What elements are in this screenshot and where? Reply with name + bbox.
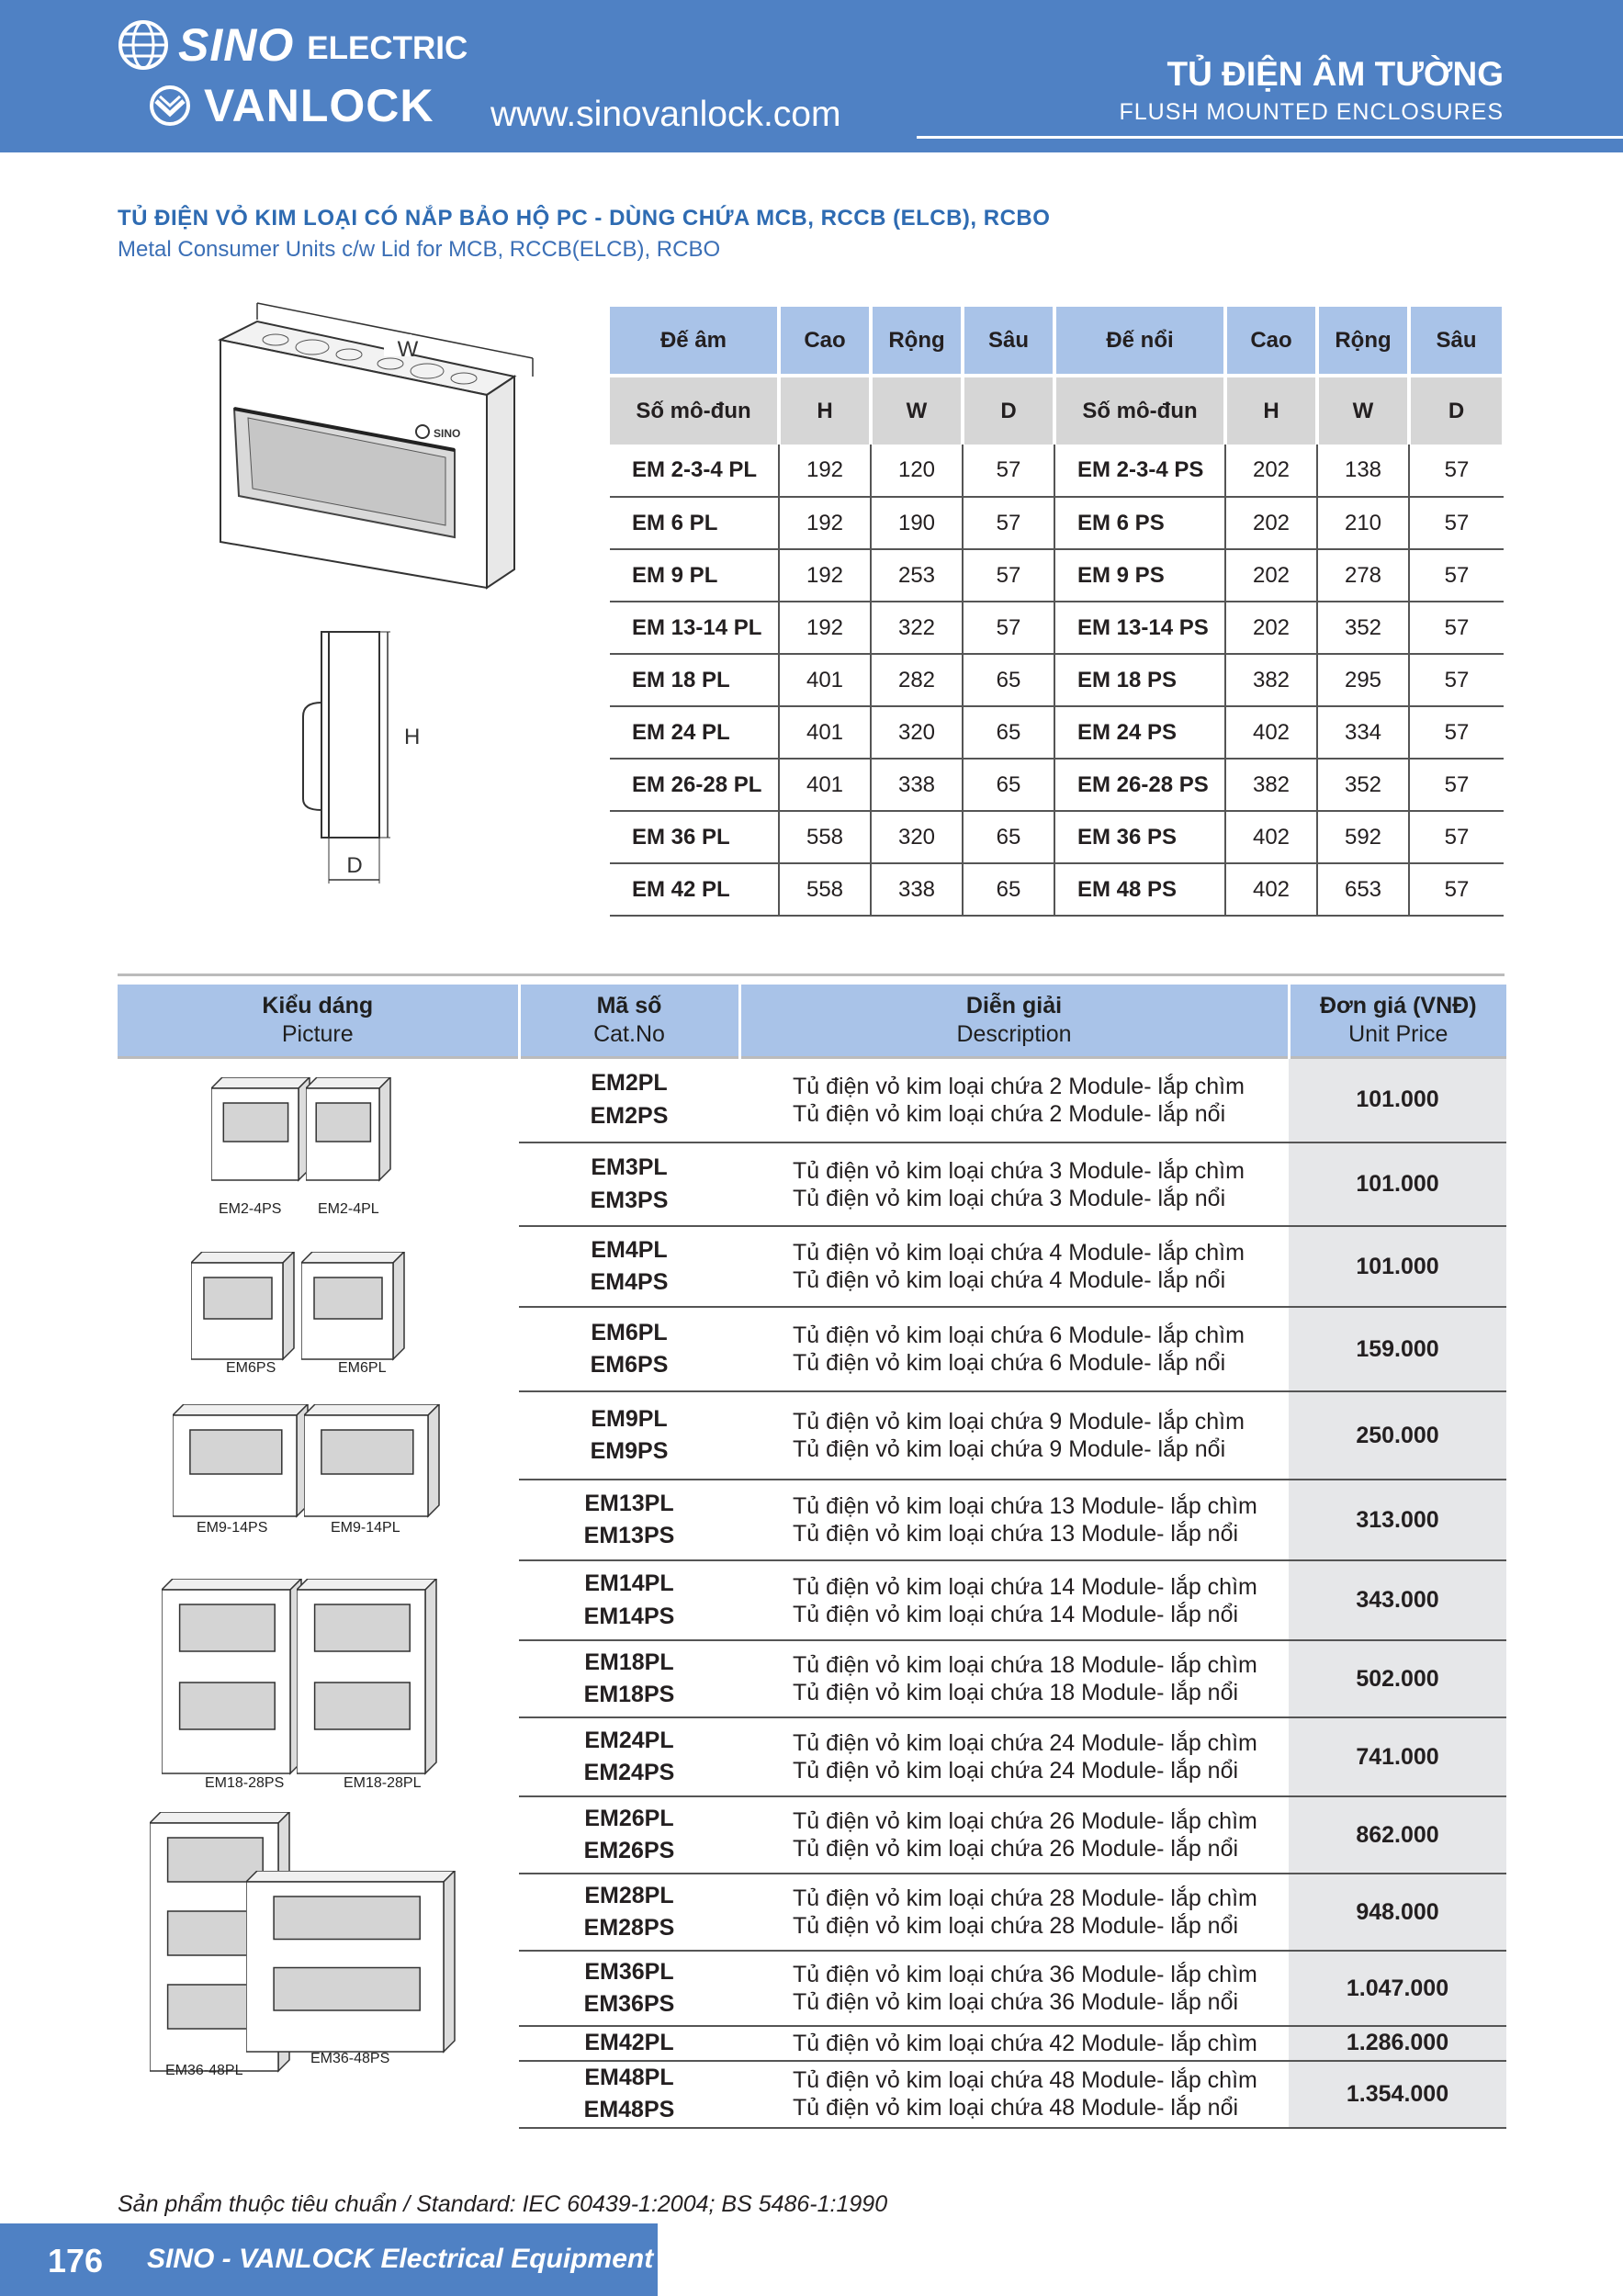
catno-value: EM18PS [583,1682,675,1707]
unit-price-cell: 101.000 [1289,1142,1506,1226]
description-line: Tủ điện vỏ kim loại chứa 36 Module- lắp nổi [793,1989,1239,2015]
description-cell [739,1951,1289,2026]
dimension-cell: 320 [871,811,963,863]
diagram-logo: SINO [434,427,461,440]
catno-cell [519,1307,739,1391]
dimension-cell: 57 [1409,549,1504,602]
dims-row [610,759,1504,811]
dims-header-cell: Sâu [963,307,1054,376]
dims-subheader-cell: Số mô-đun [1054,376,1225,445]
model-cell: EM 13-14 PL [610,602,779,654]
dimension-cell: 402 [1225,863,1317,916]
catno-cell [519,1480,739,1560]
description-cell [739,1142,1289,1226]
dimension-cell: 352 [1317,759,1409,811]
description-line: Tủ điện vỏ kim loại chứa 4 Module- lắp nổi [793,1267,1226,1293]
dims-row [610,863,1504,916]
section-title: TỦ ĐIỆN VỎ KIM LOẠI CÓ NẮP BẢO HỘ PC - DÙNG CHỨA MCB, RCCB (ELCB), RCBO [118,206,1051,231]
description-line: Tủ điện vỏ kim loại chứa 42 Module- lắp chìm [793,2030,1257,2056]
dimension-cell: 295 [1317,654,1409,706]
dimension-cell: 352 [1317,602,1409,654]
description-line: Tủ điện vỏ kim loại chứa 3 Module- lắp chìm [793,1157,1245,1184]
unit-price-cell: 250.000 [1289,1391,1506,1480]
dimension-cell: 65 [963,811,1054,863]
price-column-header: Đơn giá (VNĐ) Unit Price [1289,985,1506,1057]
description-line: Tủ điện vỏ kim loại chứa 13 Module- lắp chìm [793,1493,1257,1519]
model-cell: EM 2-3-4 PL [610,445,779,497]
dimension-cell: 57 [1409,706,1504,759]
globe-icon [118,19,169,71]
dimension-diagram [184,285,597,891]
catno-value: EM26PS [583,1838,675,1863]
price-table-top-rule [118,974,1505,976]
catno-value: EM2PL [591,1070,668,1097]
dimension-cell: 57 [1409,811,1504,863]
description-cell [739,1226,1289,1307]
price-table [118,985,1506,2129]
dims-subheader-cell: W [1317,376,1409,445]
product-pictures [118,1057,519,2128]
dimension-cell: 57 [1409,445,1504,497]
dimension-cell: 382 [1225,654,1317,706]
unit-price-cell: 101.000 [1289,1057,1506,1142]
brand-vanlock: VANLOCK [204,80,434,131]
model-cell: EM 36 PS [1054,811,1225,863]
description-line: Tủ điện vỏ kim loại chứa 2 Module- lắp chìm [793,1073,1245,1099]
catno-value: EM36PL [584,1958,674,1985]
description-line: Tủ điện vỏ kim loại chứa 18 Module- lắp chìm [793,1652,1257,1678]
description-line: Tủ điện vỏ kim loại chứa 36 Module- lắp chìm [793,1962,1257,1987]
dimension-cell: 402 [1225,811,1317,863]
catno-cell [519,1142,739,1226]
catno-value: EM14PL [584,1570,674,1596]
description-cell [739,1796,1289,1874]
picture-caption: EM2-4PL [318,1200,379,1217]
picture-caption: EM36-48PL [165,2062,243,2078]
page-subtitle: FLUSH MOUNTED ENCLOSURES [1119,99,1504,125]
dims-row [610,654,1504,706]
width-label: W [397,337,419,362]
dimension-cell: 202 [1225,497,1317,549]
model-cell: EM 13-14 PS [1054,602,1225,654]
catno-value: EM42PL [584,2030,674,2055]
page-title: TỦ ĐIỆN ÂM TƯỜNG [1167,55,1504,93]
dims-row [610,445,1504,497]
dimension-cell: 202 [1225,549,1317,602]
catno-cell [519,1874,739,1951]
picture-column-header: Kiểu dáng Picture [118,985,519,1057]
catno-cell [519,1951,739,2026]
unit-price-cell: 101.000 [1289,1226,1506,1307]
dimension-cell: 192 [779,497,871,549]
enclosure-product-icon [246,1871,458,2055]
dims-subheader-cell: H [779,376,871,445]
dimension-cell: 57 [963,497,1054,549]
description-line: Tủ điện vỏ kim loại chứa 28 Module- lắp chìm [793,1885,1257,1911]
catno-value: EM18PL [584,1649,674,1675]
model-cell: EM 24 PS [1054,706,1225,759]
catno-value: EM28PL [584,1882,674,1908]
vanlock-emblem-icon [149,84,191,127]
catno-value: EM48PL [584,2064,674,2090]
dims-header-cell: Rộng [871,307,963,376]
footer-bar [0,2223,658,2296]
dims-subheader-cell: W [871,376,963,445]
dimension-cell: 338 [871,863,963,916]
section-subtitle: Metal Consumer Units c/w Lid for MCB, RCCB(ELCB), RCBO [118,237,721,262]
dims-subheader-row [610,376,1504,445]
dimension-cell: 320 [871,706,963,759]
dims-row [610,706,1504,759]
dimension-cell: 192 [779,445,871,497]
dims-subheader-cell: D [963,376,1054,445]
unit-price-cell: 1.354.000 [1289,2061,1506,2128]
description-line: Tủ điện vỏ kim loại chứa 9 Module- lắp chìm [793,1409,1245,1435]
website-url[interactable]: www.sinovanlock.com [490,95,841,134]
depth-label: D [346,853,363,878]
model-cell: EM 18 PL [610,654,779,706]
unit-price-cell: 159.000 [1289,1307,1506,1391]
dimension-cell: 57 [1409,602,1504,654]
catno-cell [519,1391,739,1480]
model-cell: EM 26-28 PS [1054,759,1225,811]
unit-price-cell: 502.000 [1289,1640,1506,1717]
picture-caption: EM2-4PS [219,1200,282,1217]
catno-value: EM36PS [583,1991,675,2017]
enclosure-product-icon [211,1077,313,1184]
catno-column-header: Mã số Cat.No [519,985,739,1057]
model-cell: EM 18 PS [1054,654,1225,706]
catno-value: EM3PL [591,1154,668,1180]
description-line: Tủ điện vỏ kim loại chứa 14 Module- lắp nổi [793,1601,1239,1627]
catno-value: EM13PS [583,1523,675,1548]
model-cell: EM 9 PS [1054,549,1225,602]
description-line: Tủ điện vỏ kim loại chứa 3 Module- lắp nổi [793,1185,1226,1211]
catno-value: EM13PL [584,1490,674,1516]
enclosure-product-icon [297,1579,440,1777]
unit-price-cell: 343.000 [1289,1560,1506,1640]
dims-header-cell: Cao [779,307,871,376]
description-line: Tủ điện vỏ kim loại chứa 14 Module- lắp chìm [793,1573,1257,1600]
dimension-cell: 401 [779,654,871,706]
dimension-cell: 192 [779,549,871,602]
dims-subheader-cell: H [1225,376,1317,445]
dimension-cell: 65 [963,706,1054,759]
dims-subheader-cell: Số mô-đun [610,376,779,445]
unit-price-cell: 313.000 [1289,1480,1506,1560]
dimension-cell: 65 [963,654,1054,706]
description-cell [739,1874,1289,1951]
catno-value: EM48PS [583,2097,675,2122]
dimension-cell: 322 [871,602,963,654]
dims-row [610,549,1504,602]
brand-sino: SINO [178,19,295,71]
catno-value: EM6PS [590,1352,669,1378]
dimension-cell: 210 [1317,497,1409,549]
page-header [0,0,1623,152]
dimension-cell: 57 [1409,654,1504,706]
dims-header-cell: Sâu [1409,307,1504,376]
dimension-cell: 653 [1317,863,1409,916]
catno-cell [519,1226,739,1307]
description-line: Tủ điện vỏ kim loại chứa 4 Module- lắp chìm [793,1240,1245,1266]
picture-caption: EM18-28PS [205,1774,285,1791]
catno-value: EM28PS [583,1915,675,1941]
dimensions-table [610,307,1505,917]
model-cell: EM 42 PL [610,863,779,916]
enclosure-product-icon [162,1579,305,1777]
catno-value: EM9PL [591,1405,668,1432]
enclosure-product-icon [306,1077,394,1184]
header-divider [917,136,1623,139]
catno-value: EM24PS [583,1760,675,1785]
description-line: Tủ điện vỏ kim loại chứa 18 Module- lắp nổi [793,1680,1239,1705]
dimension-cell: 253 [871,549,963,602]
dimension-cell: 138 [1317,445,1409,497]
description-line: Tủ điện vỏ kim loại chứa 28 Module- lắp nổi [793,1913,1239,1939]
description-line: Tủ điện vỏ kim loại chứa 24 Module- lắp nổi [793,1758,1239,1784]
enclosure-product-icon [304,1404,443,1520]
catno-value: EM26PL [584,1805,674,1831]
dimension-cell: 190 [871,497,963,549]
description-line: Tủ điện vỏ kim loại chứa 6 Module- lắp chìm [793,1322,1245,1348]
price-row [118,1057,1506,1142]
picture-caption: EM18-28PL [344,1774,422,1791]
brand-electric: ELECTRIC [307,30,468,66]
dims-row [610,811,1504,863]
picture-caption: EM6PL [338,1359,387,1376]
unit-price-cell: 1.286.000 [1289,2026,1506,2061]
description-cell [739,2026,1289,2061]
catno-cell [519,1717,739,1796]
dims-header-cell: Cao [1225,307,1317,376]
description-column-header: Diễn giải Description [739,985,1289,1057]
description-line: Tủ điện vỏ kim loại chứa 2 Module- lắp nổi [793,1100,1226,1127]
description-cell [739,1640,1289,1717]
model-cell: EM 36 PL [610,811,779,863]
dimension-cell: 278 [1317,549,1409,602]
catno-value: EM24PL [584,1727,674,1753]
dims-subheader-cell: D [1409,376,1504,445]
dimension-cell: 401 [779,706,871,759]
dimension-cell: 558 [779,811,871,863]
dimension-cell: 57 [1409,497,1504,549]
model-cell: EM 6 PS [1054,497,1225,549]
description-line: Tủ điện vỏ kim loại chứa 13 Module- lắp nổi [793,1521,1239,1547]
picture-caption: EM9-14PL [331,1519,400,1536]
dimension-cell: 202 [1225,445,1317,497]
dimension-cell: 57 [963,602,1054,654]
model-cell: EM 6 PL [610,497,779,549]
sino-electric-logo [118,18,468,72]
enclosure-product-icon [173,1404,311,1520]
catno-cell [519,1796,739,1874]
catno-cell [519,2061,739,2128]
description-line: Tủ điện vỏ kim loại chứa 24 Module- lắp chìm [793,1730,1257,1756]
description-cell [739,1480,1289,1560]
description-cell [739,1391,1289,1480]
catno-cell [519,1057,739,1142]
dimension-cell: 57 [963,549,1054,602]
dimension-cell: 202 [1225,602,1317,654]
unit-price-cell: 741.000 [1289,1717,1506,1796]
dimension-cell: 65 [963,759,1054,811]
unit-price-cell: 862.000 [1289,1796,1506,1874]
description-line: Tủ điện vỏ kim loại chứa 26 Module- lắp chìm [793,1808,1257,1834]
description-line: Tủ điện vỏ kim loại chứa 48 Module- lắp nổi [793,2095,1239,2121]
description-cell [739,1057,1289,1142]
catno-cell [519,1560,739,1640]
dimension-cell: 401 [779,759,871,811]
dimension-cell: 120 [871,445,963,497]
catno-cell [519,2026,739,2061]
description-line: Tủ điện vỏ kim loại chứa 26 Module- lắp nổi [793,1836,1239,1862]
description-cell [739,1560,1289,1640]
dimension-cell: 57 [1409,759,1504,811]
unit-price-cell: 948.000 [1289,1874,1506,1951]
catno-value: EM14PS [583,1603,675,1629]
dimension-cell: 192 [779,602,871,654]
catno-value: EM6PL [591,1319,668,1345]
description-cell [739,1307,1289,1391]
model-cell: EM 48 PS [1054,863,1225,916]
unit-price-cell: 1.047.000 [1289,1951,1506,2026]
dimension-cell: 382 [1225,759,1317,811]
dims-header-cell: Đế âm [610,307,779,376]
enclosure-drawing [184,285,597,891]
enclosure-product-icon [191,1252,298,1363]
standard-note: Sản phẩm thuộc tiêu chuẩn / Standard: IEC 60439-1:2004; BS 5486-1:1990 [118,2191,888,2217]
dimension-cell: 57 [963,445,1054,497]
dims-row [610,497,1504,549]
model-cell: EM 2-3-4 PS [1054,445,1225,497]
catno-cell [519,1640,739,1717]
price-header-row [118,985,1506,1057]
catno-value: EM9PS [590,1438,669,1464]
dimension-cell: 402 [1225,706,1317,759]
catno-value: EM2PS [590,1102,669,1129]
picture-caption: EM6PS [226,1359,276,1376]
picture-caption: EM36-48PS [310,2050,390,2066]
description-cell [739,2061,1289,2128]
page-number: 176 [48,2242,104,2279]
dims-row [610,602,1504,654]
catno-value: EM4PL [591,1236,668,1263]
footer-company: SINO - VANLOCK Electrical Equipment [147,2244,654,2274]
enclosure-product-icon [301,1252,408,1363]
description-line: Tủ điện vỏ kim loại chứa 9 Module- lắp nổi [793,1436,1226,1462]
dimension-cell: 338 [871,759,963,811]
vanlock-logo [149,79,434,132]
dimension-cell: 558 [779,863,871,916]
description-line: Tủ điện vỏ kim loại chứa 48 Module- lắp chìm [793,2067,1257,2093]
dims-header-cell: Rộng [1317,307,1409,376]
catno-value: EM4PS [590,1269,669,1295]
catno-value: EM3PS [590,1187,669,1213]
dimension-cell: 334 [1317,706,1409,759]
model-cell: EM 26-28 PL [610,759,779,811]
dims-header-row [610,307,1504,376]
dimension-cell: 282 [871,654,963,706]
dimension-cell: 592 [1317,811,1409,863]
picture-caption: EM9-14PS [197,1519,268,1536]
height-label: H [404,725,421,749]
dimension-cell: 57 [1409,863,1504,916]
dims-header-cell: Đế nổi [1054,307,1225,376]
model-cell: EM 24 PL [610,706,779,759]
description-line: Tủ điện vỏ kim loại chứa 6 Module- lắp nổi [793,1350,1226,1376]
dimension-cell: 65 [963,863,1054,916]
description-cell [739,1717,1289,1796]
model-cell: EM 9 PL [610,549,779,602]
